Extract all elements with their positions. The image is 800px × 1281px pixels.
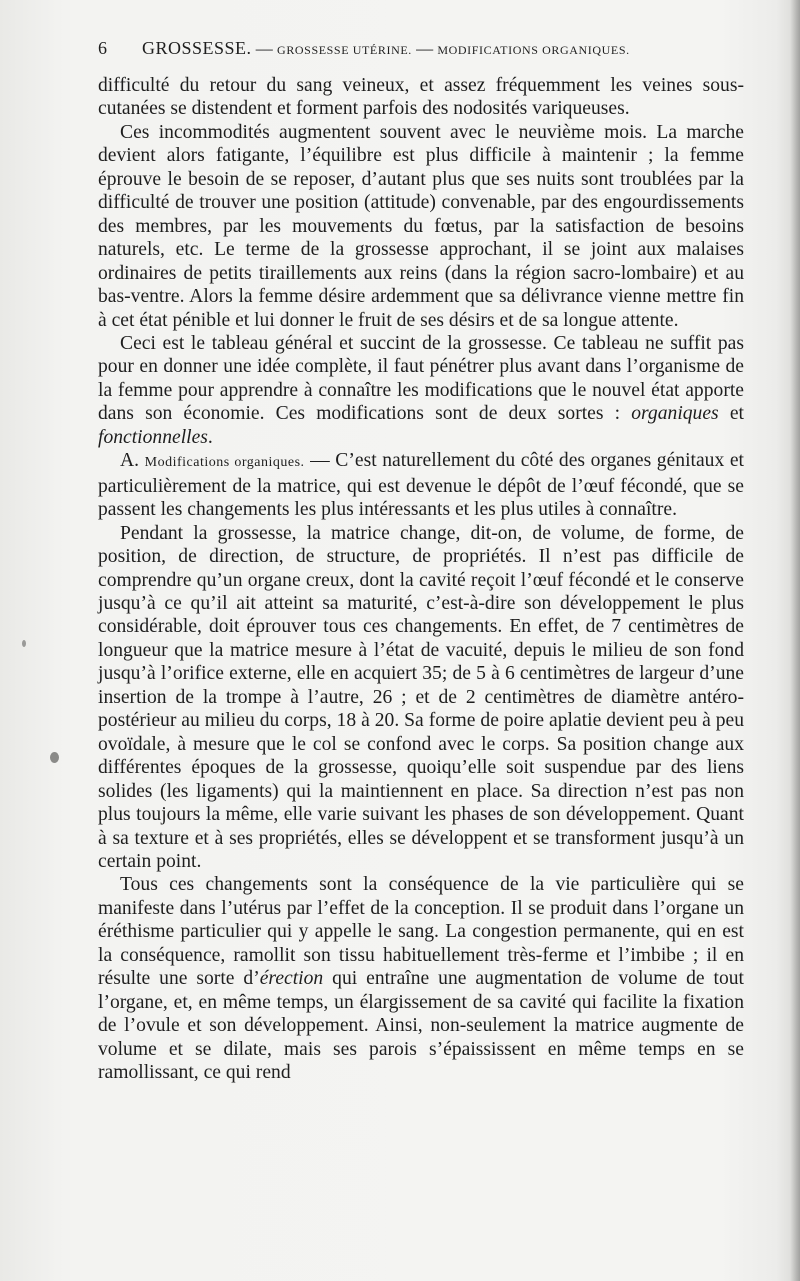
- ink-spot: [50, 752, 59, 763]
- page-edge-shadow: [790, 0, 800, 1281]
- paragraph-text: — C’est naturellement du côté des organes génitaux et particulièrement de la matrice, qui est devenue le dépôt de l’œuf fécondé, que se passent les changements les plus intéressants et les plus utiles à connaître.: [98, 450, 744, 521]
- header-section: MODIFICATIONS ORGANIQUES.: [437, 43, 630, 57]
- body-text: [98, 74, 744, 1084]
- paragraph: [98, 332, 744, 449]
- running-header: [98, 38, 738, 59]
- ink-mark: [22, 640, 26, 647]
- paragraph: Pendant la grossesse, la matrice change, dit-on, de volume, de forme, de position, de direction, de structure, de propriétés. Il n’est pas difficile de comprendre qu’un organe creux, dont la cavité reçoit l’œuf fécondé et le conserve jusqu’à ce qu’il ait atteint sa maturité, c’est-à-dire son développement le plus considérable, doit éprouver tous ces changements. En effet, de 7 centimètres de longueur que la matrice mesure à l’état de vacuité, depuis le milieu de son fond jusqu’à l’orifice externe, elle en acquiert 35; de 5 à 6 centimètres de largeur d’une insertion de la trompe à l’autre, 26 ; et de 2 centimètres de diamètre antéro-postérieur au milieu du corps, 18 à 20. Sa forme de poire aplatie devient peu à peu ovoïdale, à mesure que le col se confond avec le corps. Sa position change aux différentes époques de la grossesse, quoiqu’elle soit suspendue par des liens solides (les ligaments) qui la maintiennent en place. Sa direction n’est pas non plus toujours la même, elle varie suivant les phases de son développement. Quant à sa texture et à ses propriétés, elles se développent et se transforment jusqu’à un certain point.: [98, 522, 744, 872]
- header-title: GROSSESSE.: [142, 38, 252, 58]
- paragraph: Ces incommodités augmentent souvent avec le neuvième mois. La marche devient alors fatigante, l’équilibre est plus difficile à maintenir ; la femme éprouve le besoin de se reposer, d’autant plus que ses nuits sont troublées par la difficulté de trouver une position (attitude) convenable, par des engourdissements des membres, par les mouvements du fœtus, par la satisfaction de besoins naturels, etc. Le terme de la grossesse approchant, il se joint aux malaises ordinaires de petits tiraillements aux reins (dans la région sacro-lombaire) et au bas-ventre. Alors la femme désire ardemment que sa délivrance vienne mettre fin à cet état pénible et lui donner le fruit de ses désirs et de sa longue attente.: [98, 121, 744, 331]
- section-heading: Modifications organiques.: [144, 455, 305, 471]
- header-subtitle: GROSSESSE UTÉRINE.: [277, 43, 412, 57]
- italic-term: organiques: [631, 403, 719, 425]
- header-dash: —: [255, 39, 273, 58]
- paragraph: [98, 873, 744, 1084]
- paragraph: [98, 449, 744, 521]
- italic-term: fonctionnelles: [98, 426, 208, 448]
- header-dash: —: [416, 39, 434, 58]
- paragraph-text: Ceci est le tableau général et succint de la grossesse. Ce tableau ne suffit pas pour en donner une idée complète, il faut pénétrer plus avant dans l’organisme de la femme pour apprendre à connaître les modifications que le nouvel état apporte dans son économie. Ces modifications sont de deux sortes :: [98, 332, 744, 425]
- paragraph-text: et: [718, 403, 744, 425]
- page-number: 6: [98, 38, 107, 58]
- section-label: A.: [120, 450, 145, 472]
- paragraph-text: .: [207, 426, 213, 448]
- paragraph-text: Tous ces changements sont la conséquence de la vie particulière qui se manifeste dans l’utérus par l’effet de la conception. Il se produit dans l’organe un éréthisme particulier qui y appelle le sang. La congestion permanente, qui en est la conséquence, ramollit son tissu habituellement très-ferme et l’imbibe ; il en résulte une sorte d’: [98, 874, 744, 990]
- paragraph-continuation: difficulté du retour du sang veineux, et assez fréquemment les veines sous-cutanées se distendent et forment parfois des nodosités variqueuses.: [98, 75, 744, 120]
- italic-term: érection: [259, 968, 324, 990]
- paragraph-text: qui entraîne une augmentation de volume de tout l’organe, et, en même temps, un élargissement de sa cavité qui facilite la fixation de l’ovule et son développement. Ainsi, non-seulement la matrice augmente de volume et se dilate, mais ses parois s’épaississent en même temps en se ramollissant, ce qui rend: [98, 968, 745, 1084]
